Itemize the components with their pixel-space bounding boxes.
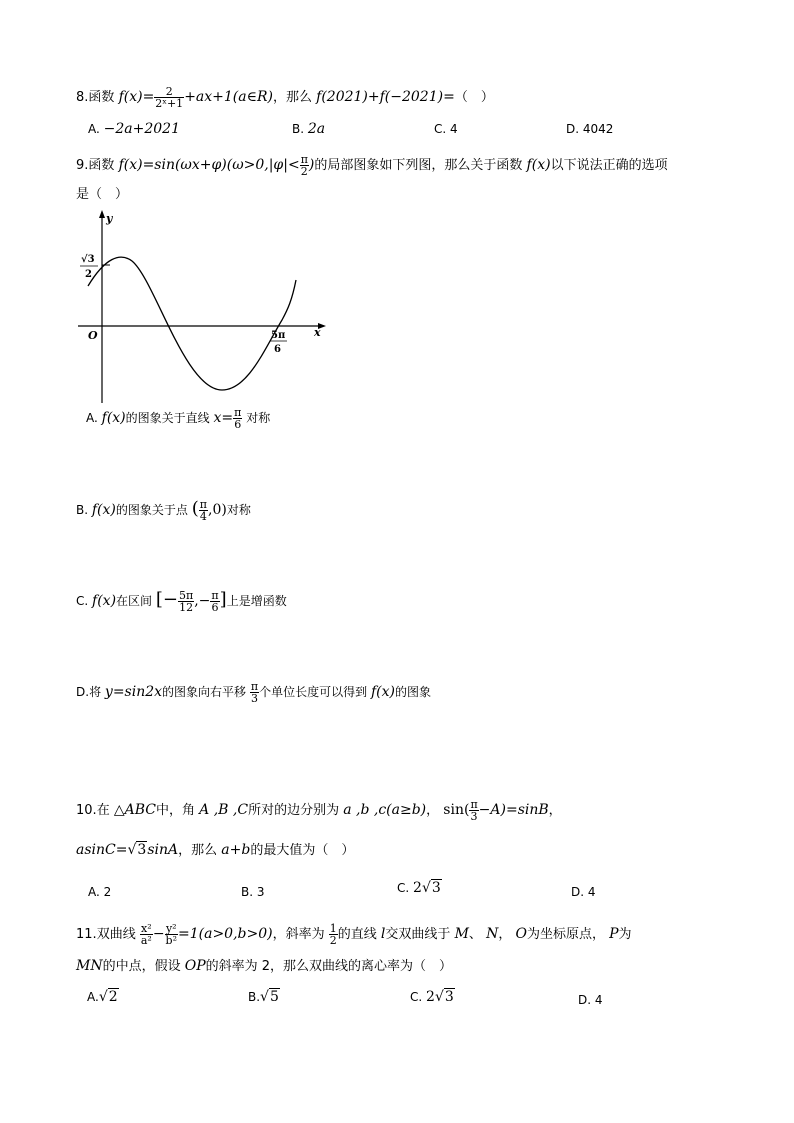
q10-stem: 10.在 △ABC中，角 A ,B ,C所对的边分别为 a ,b ,c(a≥b)， sin( $\frac{\pi}{3}$ −A)=sinB， — [76, 798, 562, 823]
q9-sine-graph — [70, 208, 335, 408]
q10-stem-line2: asinC=√3sinA，那么 a+b的最大值为（ ） — [76, 842, 355, 858]
q9-stem: 9.函数 f(x)=sin(ωx+φ)(ω>0,|φ|< $\frac{\pi}{2}$ )的局部图象如下列图，那么关于函数 f(x)以下说法正确的选项 — [76, 153, 668, 178]
q10-option-d: D. 4 — [571, 885, 596, 899]
q9-option-c: C. f(x)在区间 [− $\frac{5\pi}{12}$ ,− $\frac{\pi}{6}$ ]上是增函数 — [76, 589, 287, 614]
q9-option-d: D.将 y=sin2x的图象向右平移 $\frac{\pi}{3}$ 个单位长度可以得到 f(x)的图象 — [76, 680, 431, 705]
sine-curve — [88, 257, 296, 390]
q10-option-a: A. 2 — [88, 885, 112, 899]
x-axis-label: x — [314, 326, 321, 339]
x-tick-label-den: 6 — [274, 344, 281, 355]
q11-stem-line2: MN的中点，假设 OP的斜率为 2，那么双曲线的离心率为（ ） — [76, 958, 453, 974]
q8-option-a: A. −2a+2021 — [88, 121, 180, 137]
q9-option-b: B. f(x)的图象关于点 ( $\frac{\pi}{4}$ ,0)对称 — [76, 498, 251, 523]
q11-option-c: C. 2√3 — [410, 989, 454, 1005]
y-tick-label-den: 2 — [85, 269, 92, 280]
q8-option-c: C. 4 — [434, 122, 458, 136]
y-tick-label-num: √3 — [81, 254, 95, 265]
y-axis-label: y — [106, 212, 113, 225]
y-axis-arrow — [99, 210, 105, 218]
answer-paren: （ ） — [454, 90, 494, 105]
q10-option-c: C. 2√3 — [397, 880, 441, 896]
q11-option-b: B.√5 — [248, 989, 279, 1005]
q11-stem: 11.双曲线 $\frac{\text{x²}}{\text{a²}}$ − $\frac{\text{y²}}{\text{b²}}$ =1(a>0,b>0)，斜率为 $\frac{1}{2}$ 的直线 l交双曲线于 M、 N， O为坐标原点， P为 — [76, 922, 632, 947]
q8-option-d: D. 4042 — [566, 122, 614, 136]
origin-label: O — [88, 329, 98, 342]
q9-number: 9. — [76, 158, 89, 173]
q10-number: 10. — [76, 803, 97, 818]
q9-option-a: A. f(x)的图象关于直线 x= $\frac{\pi}{6}$ 对称 — [86, 406, 271, 431]
q11-option-d: D. 4 — [578, 993, 603, 1007]
q8-number: 8. — [76, 90, 89, 105]
x-tick-label-num: 5π — [271, 330, 286, 341]
q11-number: 11. — [76, 927, 97, 942]
q11-option-a: A.√2 — [87, 989, 118, 1005]
q9-stem-line2: 是（ ） — [76, 187, 129, 202]
q10-option-b: B. 3 — [241, 885, 265, 899]
q8-stem: 8.函数 f(x)= $\frac{2}{\text{2ˣ+1}}$ +ax+1(a∈R)，那么 f(2021)+f(−2021)=（ ） — [76, 85, 494, 110]
q8-fraction: $\frac{2}{\text{2ˣ+1}}$ — [155, 85, 184, 110]
q8-option-b: B. 2a — [292, 121, 326, 137]
